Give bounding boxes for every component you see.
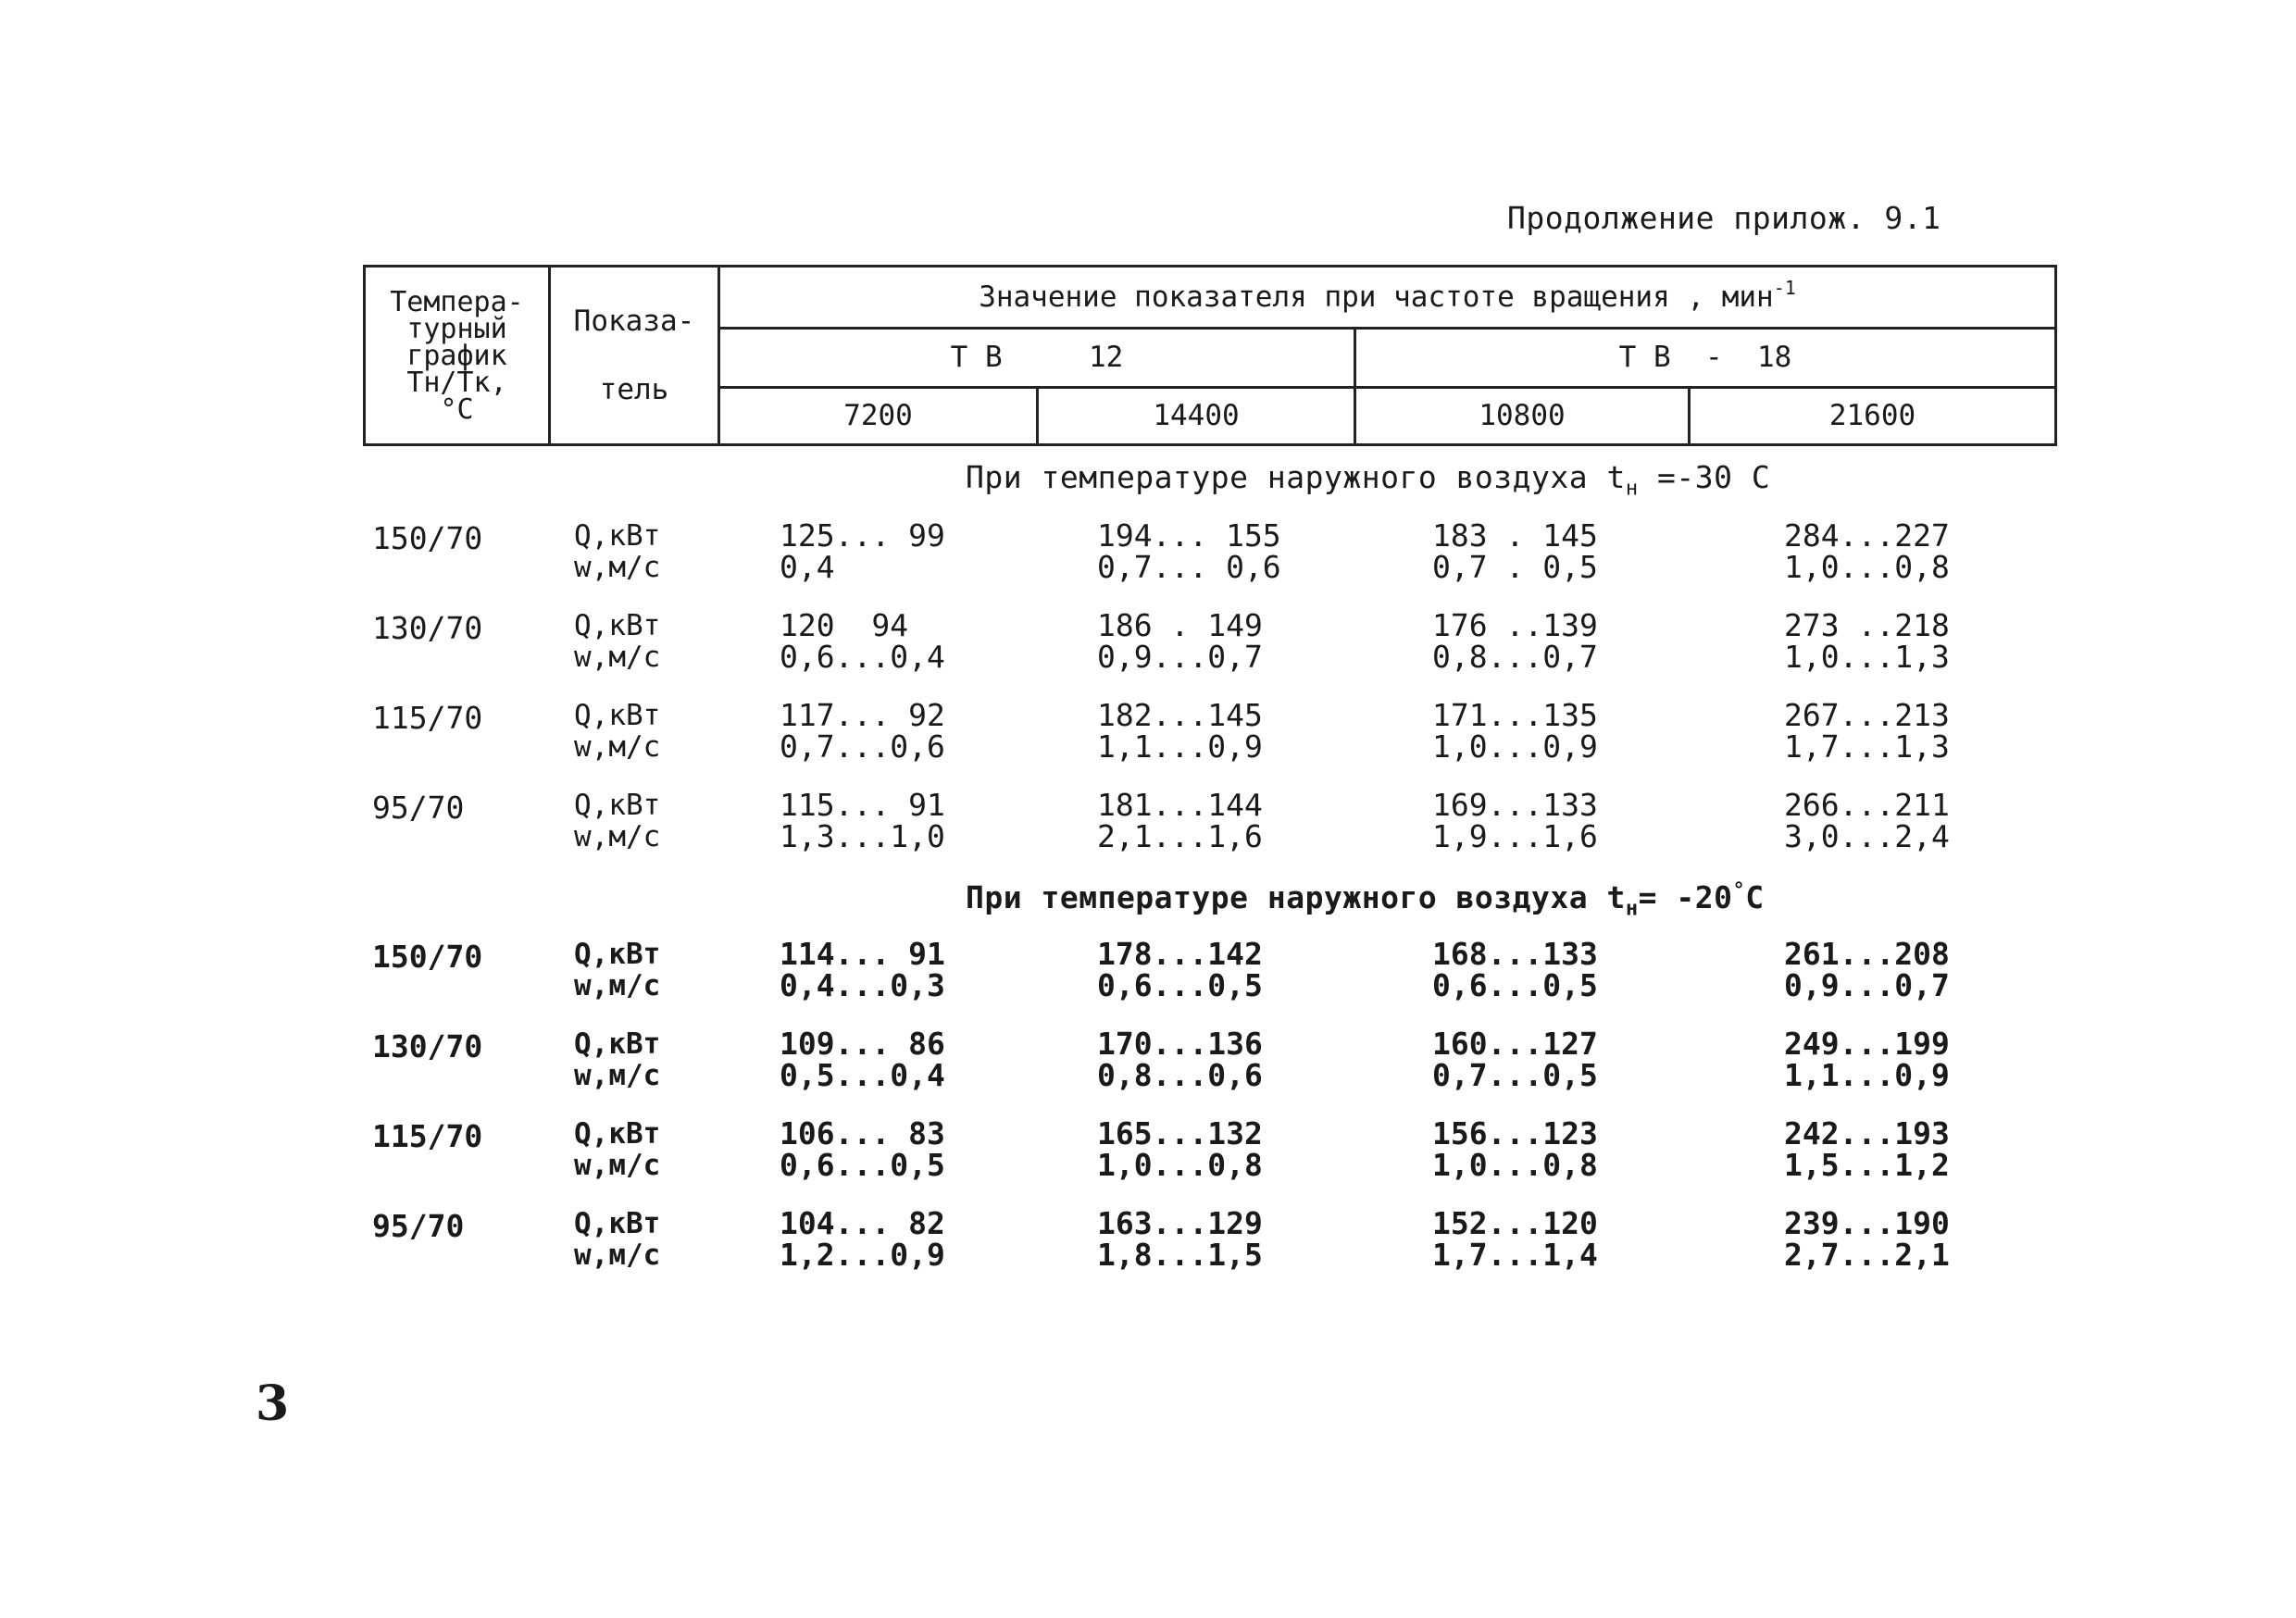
header-speed-21600: 21600 xyxy=(1828,399,1916,432)
page-caption: Продолжение прилож. 9.1 xyxy=(1507,200,1941,236)
value-w: 2,1...1,6 xyxy=(1097,818,1263,854)
value-q: 261...208 xyxy=(1784,936,1950,972)
indicator-w: w,м/с xyxy=(574,1059,661,1092)
value-w: 1,1...0,9 xyxy=(1784,1057,1950,1093)
value-q: 115... 91 xyxy=(780,787,945,823)
value-w: 1,8...1,5 xyxy=(1097,1237,1263,1273)
header-indicator xyxy=(551,268,718,443)
value-w: 1,2...0,9 xyxy=(780,1237,945,1273)
value-w: 1,0...0,8 xyxy=(1784,549,1950,585)
indicator-q: Q,кВт xyxy=(574,1207,661,1240)
value-cell xyxy=(1784,697,1950,765)
table-row xyxy=(363,1028,2057,1091)
row-indicator xyxy=(574,700,660,763)
table-header xyxy=(363,265,2057,446)
value-cell xyxy=(1432,697,1598,765)
value-cell xyxy=(1784,787,1950,854)
value-q: 170...136 xyxy=(1097,1026,1263,1062)
value-q: 169...133 xyxy=(1432,787,1598,823)
section-title-unit: С xyxy=(1745,879,1765,915)
row-indicator xyxy=(574,520,660,583)
table-row xyxy=(363,787,2057,854)
value-q: 186 . 149 xyxy=(1097,607,1263,643)
value-cell xyxy=(780,697,945,765)
value-q: 194... 155 xyxy=(1097,517,1281,554)
section-title-degree: ° xyxy=(1732,879,1746,902)
value-w: 3,0...2,4 xyxy=(1784,818,1950,854)
value-w: 0,4 xyxy=(780,549,835,585)
value-cell xyxy=(1784,1028,1950,1091)
indicator-q: Q,кВт xyxy=(574,519,661,553)
value-q: 181...144 xyxy=(1097,787,1263,823)
header-text: Тн/Тк, xyxy=(406,366,507,399)
indicator-q: Q,кВт xyxy=(574,1117,661,1151)
indicator-q: Q,кВт xyxy=(574,938,661,971)
header-text: тель xyxy=(599,373,669,406)
row-indicator xyxy=(574,939,660,1002)
value-cell xyxy=(1097,1028,1263,1091)
section-title-text: При температуре наружного воздуха t xyxy=(966,459,1626,495)
value-cell xyxy=(1097,517,1281,585)
value-q: 160...127 xyxy=(1432,1026,1598,1062)
value-cell xyxy=(780,787,945,854)
header-text: Темпера- xyxy=(390,285,524,318)
table-row xyxy=(363,607,2057,675)
value-q: 266...211 xyxy=(1784,787,1950,823)
indicator-q: Q,кВт xyxy=(574,609,661,642)
value-w: 2,7...2,1 xyxy=(1784,1237,1950,1273)
value-cell xyxy=(1097,607,1263,675)
value-q: 273 ..218 xyxy=(1784,607,1950,643)
section-title-minus30 xyxy=(966,459,1770,501)
value-cell xyxy=(1432,607,1598,675)
header-text: Показа- xyxy=(573,305,695,338)
value-q: 165...132 xyxy=(1097,1115,1263,1151)
value-q: 168...133 xyxy=(1432,936,1598,972)
header-temperature-graph xyxy=(366,268,548,443)
value-q: 109... 86 xyxy=(780,1026,945,1062)
value-w: 1,0...0,9 xyxy=(1432,728,1598,765)
value-cell xyxy=(780,1205,945,1273)
section-title-sub: н xyxy=(1625,897,1639,921)
value-q: 104... 82 xyxy=(780,1205,945,1241)
value-q: 171...135 xyxy=(1432,697,1598,733)
value-cell xyxy=(780,517,945,585)
value-q: 182...145 xyxy=(1097,697,1263,733)
row-graph: 130/70 xyxy=(372,1028,483,1064)
value-cell xyxy=(1784,607,1950,675)
section-title-tail: =-30 С xyxy=(1638,459,1771,495)
value-w: 0,7... 0,6 xyxy=(1097,549,1281,585)
value-q: 117... 92 xyxy=(780,697,945,733)
value-cell xyxy=(1097,1115,1263,1183)
value-q: 242...193 xyxy=(1784,1115,1950,1151)
value-w: 0,6...0,5 xyxy=(1432,967,1598,1003)
value-q: 284...227 xyxy=(1784,517,1950,554)
value-cell xyxy=(1432,1115,1598,1183)
value-w: 0,8...0,6 xyxy=(1097,1057,1263,1093)
value-w: 0,6...0,5 xyxy=(1097,967,1263,1003)
header-group-tv18: Т В - 18 xyxy=(1618,341,1792,374)
row-graph: 95/70 xyxy=(372,1208,465,1244)
row-indicator xyxy=(574,1028,660,1091)
value-w: 1,3...1,0 xyxy=(780,818,945,854)
value-q: 120 94 xyxy=(780,607,909,643)
value-cell xyxy=(1097,936,1263,1003)
value-q: 156...123 xyxy=(1432,1115,1598,1151)
header-text: график xyxy=(406,339,507,372)
row-graph: 115/70 xyxy=(372,1118,483,1154)
indicator-w: w,м/с xyxy=(574,1238,661,1272)
row-graph: 130/70 xyxy=(372,610,483,646)
value-q: 183 . 145 xyxy=(1432,517,1598,554)
value-cell xyxy=(1432,517,1598,585)
row-indicator xyxy=(574,1208,660,1271)
indicator-q: Q,кВт xyxy=(574,1027,661,1061)
value-w: 0,6...0,5 xyxy=(780,1147,945,1183)
value-w: 1,7...1,3 xyxy=(1784,728,1950,765)
indicator-w: w,м/с xyxy=(574,730,661,764)
value-w: 1,7...1,4 xyxy=(1432,1237,1598,1273)
value-w: 1,0...0,8 xyxy=(1432,1147,1598,1183)
table-row xyxy=(363,1205,2057,1273)
row-indicator xyxy=(574,1118,660,1181)
header-group-tv12: Т В 12 xyxy=(950,341,1124,374)
value-w: 0,5...0,4 xyxy=(780,1057,945,1093)
table-row xyxy=(363,936,2057,1003)
value-w: 1,9...1,6 xyxy=(1432,818,1598,854)
value-w: 0,4...0,3 xyxy=(780,967,945,1003)
header-text: °С xyxy=(440,392,474,426)
value-cell xyxy=(780,936,945,1003)
section-title-tail: = -20 xyxy=(1638,879,1733,915)
header-title-text: Значение показателя при частоте вращения , мин xyxy=(979,280,1774,314)
value-q: 125... 99 xyxy=(780,517,945,554)
value-cell xyxy=(1432,1205,1598,1273)
indicator-w: w,м/с xyxy=(574,551,661,584)
value-cell xyxy=(1432,936,1598,1003)
value-q: 178...142 xyxy=(1097,936,1263,972)
indicator-w: w,м/с xyxy=(574,1149,661,1182)
value-w: 0,7...0,6 xyxy=(780,728,945,765)
value-w: 0,9...0,7 xyxy=(1784,967,1950,1003)
value-cell xyxy=(1097,1205,1263,1273)
value-w: 1,5...1,2 xyxy=(1784,1147,1950,1183)
value-cell xyxy=(1097,787,1263,854)
indicator-q: Q,кВт xyxy=(574,699,661,732)
header-speed-7200: 7200 xyxy=(843,399,913,432)
value-cell xyxy=(1784,1205,1950,1273)
header-speed-14400: 14400 xyxy=(1153,399,1240,432)
indicator-w: w,м/с xyxy=(574,641,661,674)
section-title-minus20 xyxy=(966,879,1765,921)
indicator-q: Q,кВт xyxy=(574,789,661,822)
value-cell xyxy=(1432,787,1598,854)
value-q: 267...213 xyxy=(1784,697,1950,733)
row-graph: 115/70 xyxy=(372,700,483,736)
header-text: турный xyxy=(406,312,507,345)
value-w: 0,6...0,4 xyxy=(780,639,945,675)
table-row xyxy=(363,1115,2057,1183)
value-cell xyxy=(1784,936,1950,1003)
value-w: 0,7...0,5 xyxy=(1432,1057,1598,1093)
header-title xyxy=(720,268,2054,327)
table-row xyxy=(363,697,2057,765)
section-title-sub: н xyxy=(1625,477,1639,501)
value-q: 152...120 xyxy=(1432,1205,1598,1241)
value-w: 1,0...1,3 xyxy=(1784,639,1950,675)
row-graph: 95/70 xyxy=(372,790,465,826)
value-w: 0,9...0,7 xyxy=(1097,639,1263,675)
row-graph: 150/70 xyxy=(372,520,483,556)
indicator-w: w,м/с xyxy=(574,969,661,1002)
value-cell xyxy=(1097,697,1263,765)
header-speed-10800: 10800 xyxy=(1479,399,1566,432)
value-w: 0,8...0,7 xyxy=(1432,639,1598,675)
value-cell xyxy=(780,607,945,675)
value-cell xyxy=(780,1115,945,1183)
value-cell xyxy=(1784,1115,1950,1183)
value-cell xyxy=(780,1028,945,1091)
section-title-text: При температуре наружного воздуха t xyxy=(966,879,1626,915)
value-w: 1,0...0,8 xyxy=(1097,1147,1263,1183)
value-w: 0,7 . 0,5 xyxy=(1432,549,1598,585)
row-indicator xyxy=(574,790,660,853)
page-number: 3 xyxy=(256,1375,290,1432)
table-row xyxy=(363,517,2057,585)
value-w: 1,1...0,9 xyxy=(1097,728,1263,765)
value-cell xyxy=(1784,517,1950,585)
header-title-sup: -1 xyxy=(1773,277,1796,299)
value-q: 239...190 xyxy=(1784,1205,1950,1241)
indicator-w: w,м/с xyxy=(574,820,661,853)
value-q: 176 ..139 xyxy=(1432,607,1598,643)
value-q: 114... 91 xyxy=(780,936,945,972)
value-q: 163...129 xyxy=(1097,1205,1263,1241)
value-q: 249...199 xyxy=(1784,1026,1950,1062)
value-cell xyxy=(1432,1028,1598,1091)
value-q: 106... 83 xyxy=(780,1115,945,1151)
row-indicator xyxy=(574,610,660,673)
row-graph: 150/70 xyxy=(372,939,483,975)
